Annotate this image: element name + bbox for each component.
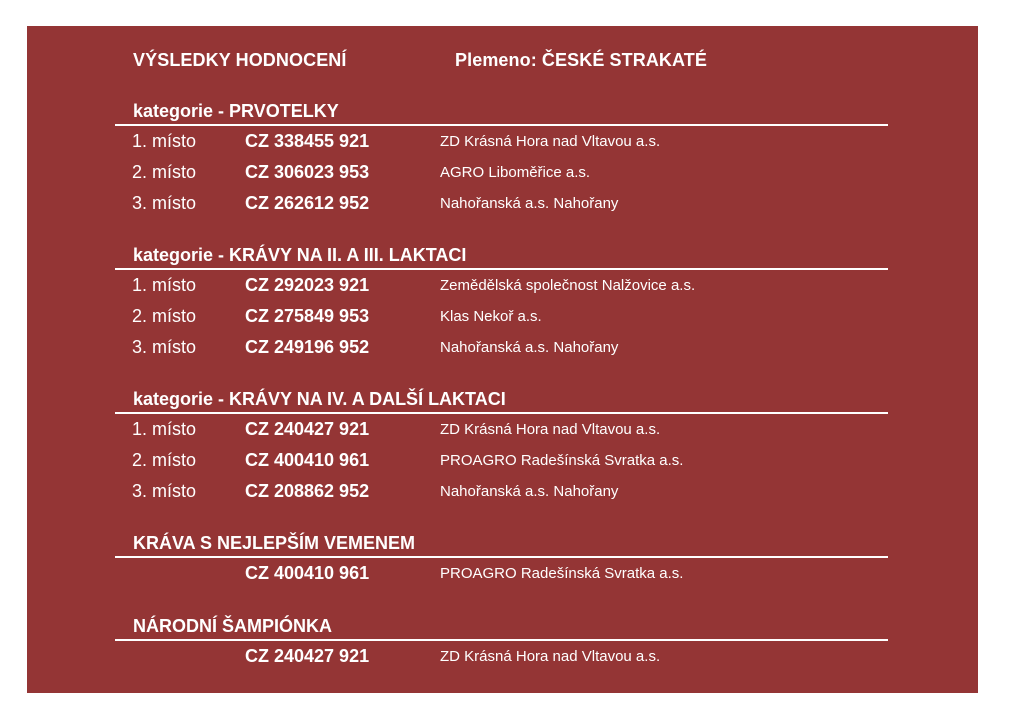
section-first-calvers (115, 98, 888, 219)
place-label: 3. místo (132, 193, 197, 213)
place-label: 2. místo (132, 306, 197, 326)
farm-name: ZD Krásná Hora nad Vltavou a.s. (440, 421, 661, 438)
result-row (115, 270, 888, 301)
place-label: 2. místo (132, 450, 197, 470)
section-national-champion (115, 613, 888, 672)
farm-name: AGRO Liboměřice a.s. (440, 164, 591, 181)
animal-id: CZ 400410 961 (245, 450, 370, 470)
farm-name: PROAGRO Radešínská Svratka a.s. (440, 452, 684, 469)
result-row (115, 332, 888, 363)
result-row (115, 188, 888, 219)
result-row (115, 445, 888, 476)
result-row (115, 476, 888, 507)
farm-name: Nahořanská a.s. Nahořany (440, 195, 619, 212)
place-label: 1. místo (132, 419, 197, 439)
farm-name: Nahořanská a.s. Nahořany (440, 483, 619, 500)
section-cows-2-3-lactation (115, 242, 888, 363)
animal-id: CZ 275849 953 (245, 306, 370, 326)
place-label: 2. místo (132, 162, 197, 182)
result-row (115, 157, 888, 188)
farm-name: ZD Krásná Hora nad Vltavou a.s. (440, 133, 661, 150)
farm-name: Klas Nekoř a.s. (440, 308, 542, 325)
animal-id: CZ 240427 921 (245, 646, 370, 666)
section-title: NÁRODNÍ ŠAMPIÓNKA (115, 613, 888, 641)
section-best-udder (115, 530, 888, 589)
result-row (115, 126, 888, 157)
results-title: VÝSLEDKY HODNOCENÍ (133, 50, 347, 70)
section-title: kategorie - KRÁVY NA II. A III. LAKTACI (115, 242, 888, 270)
section-title: KRÁVA S NEJLEPŠÍM VEMENEM (115, 530, 888, 558)
section-title: kategorie - PRVOTELKY (115, 98, 888, 126)
breed-label: Plemeno: ČESKÉ STRAKATÉ (455, 50, 707, 70)
result-row (115, 558, 888, 589)
place-label: 1. místo (132, 131, 197, 151)
header (133, 50, 707, 74)
animal-id: CZ 262612 952 (245, 193, 370, 213)
animal-id: CZ 240427 921 (245, 419, 370, 439)
results-panel (27, 26, 978, 693)
section-title: kategorie - KRÁVY NA IV. A DALŠÍ LAKTACI (115, 386, 888, 414)
animal-id: CZ 400410 961 (245, 563, 370, 583)
animal-id: CZ 292023 921 (245, 275, 370, 295)
result-row (115, 301, 888, 332)
section-cows-4-plus-lactation (115, 386, 888, 507)
farm-name: Nahořanská a.s. Nahořany (440, 339, 619, 356)
result-row (115, 641, 888, 672)
farm-name: PROAGRO Radešínská Svratka a.s. (440, 565, 684, 582)
animal-id: CZ 338455 921 (245, 131, 370, 151)
result-row (115, 414, 888, 445)
farm-name: ZD Krásná Hora nad Vltavou a.s. (440, 648, 661, 665)
animal-id: CZ 249196 952 (245, 337, 370, 357)
animal-id: CZ 306023 953 (245, 162, 370, 182)
place-label: 3. místo (132, 481, 197, 501)
place-label: 1. místo (132, 275, 197, 295)
farm-name: Zemědělská společnost Nalžovice a.s. (440, 277, 696, 294)
place-label: 3. místo (132, 337, 197, 357)
animal-id: CZ 208862 952 (245, 481, 370, 501)
